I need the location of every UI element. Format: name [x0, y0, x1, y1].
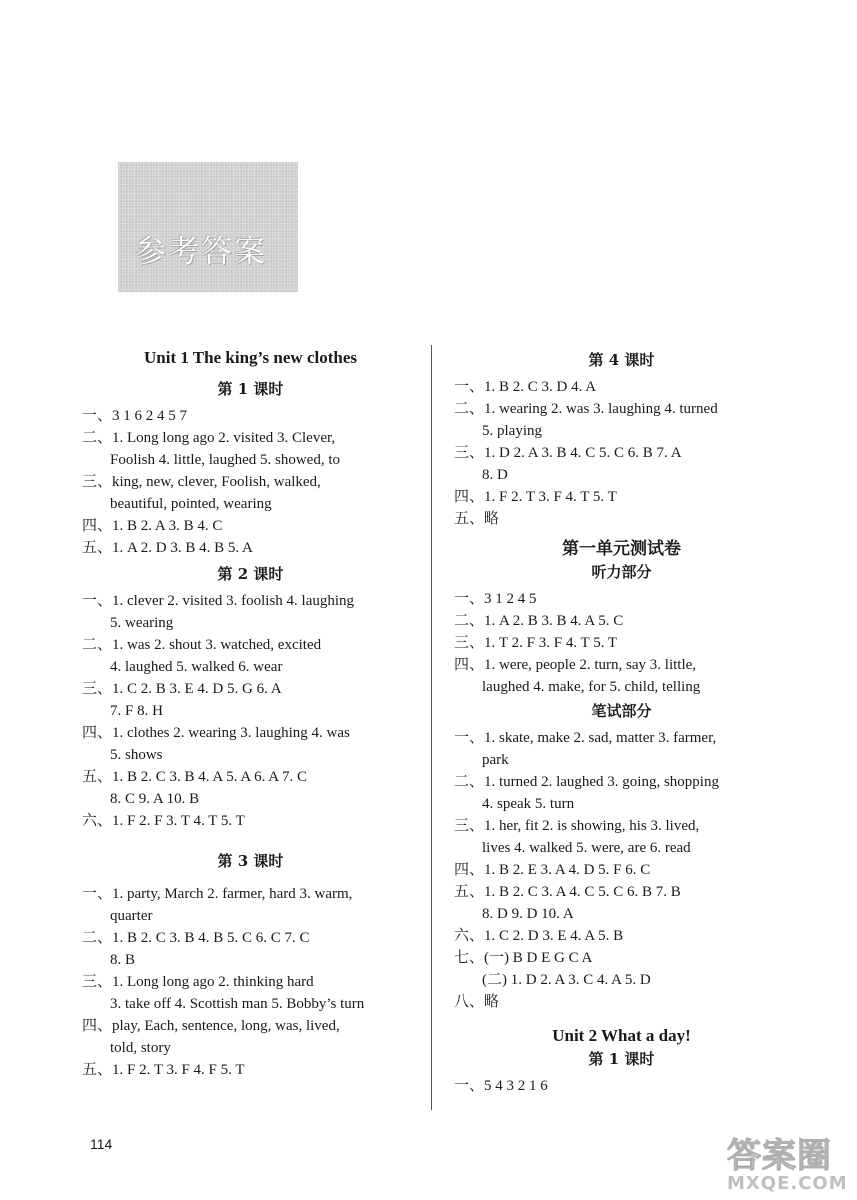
answer-line: beautiful, pointed, wearing	[110, 496, 272, 512]
written-part-title: 笔试部分	[591, 702, 652, 720]
answer-line: 8. D	[482, 467, 508, 483]
answer-line: 六、1. C 2. D 3. E 4. A 5. B	[454, 928, 624, 944]
unit2-lesson1-title: 第 1 课时	[588, 1050, 655, 1068]
watermark-logo-url: MXQE.COM	[727, 1173, 848, 1194]
answer-line: (二) 1. D 2. A 3. C 4. A 5. D	[482, 972, 651, 988]
answer-line: 一、5 4 3 2 1 6	[454, 1078, 548, 1094]
answer-line: 四、1. were, people 2. turn, say 3. little,	[454, 657, 697, 673]
answer-line: 一、3 1 2 4 5	[454, 591, 537, 607]
answer-line: 三、1. her, fit 2. is showing, his 3. lived,	[454, 818, 700, 834]
answer-line: 一、1. party, March 2. farmer, hard 3. warm,	[82, 886, 353, 902]
answer-line: 二、1. turned 2. laughed 3. going, shopping	[454, 774, 719, 790]
answer-line: 五、1. B 2. C 3. A 4. C 5. C 6. B 7. B	[454, 884, 681, 900]
answer-line: laughed 4. make, for 5. child, telling	[482, 679, 701, 695]
answer-line: Foolish 4. little, laughed 5. showed, to	[110, 452, 340, 468]
answer-line: 四、1. B 2. A 3. B 4. C	[82, 518, 223, 534]
answer-line: 一、1. clever 2. visited 3. foolish 4. laughing	[82, 593, 355, 609]
answer-line: 三、1. D 2. A 3. B 4. C 5. C 6. B 7. A	[454, 445, 682, 461]
answer-line: 4. speak 5. turn	[482, 796, 575, 812]
banner-title: 参考答案	[135, 234, 267, 270]
unit1-lesson3-title: 第 3 课时	[217, 852, 284, 870]
answer-line: 四、1. clothes 2. wearing 3. laughing 4. was	[82, 725, 350, 741]
unit2-title: Unit 2 What a day!	[552, 1026, 691, 1045]
answer-line: 三、1. Long long ago 2. thinking hard	[82, 974, 314, 990]
unit1-lesson1-title: 第 1 课时	[217, 380, 284, 398]
answer-line: 二、1. B 2. C 3. B 4. B 5. C 6. C 7. C	[82, 930, 310, 946]
answer-line: 5. playing	[482, 423, 542, 439]
unit1-title: Unit 1 The king’s new clothes	[144, 348, 357, 367]
answer-line: 7. F 8. H	[110, 703, 163, 719]
left-column	[82, 345, 419, 1081]
answer-line: 五、略	[454, 511, 500, 527]
answer-line: 四、1. F 2. T 3. F 4. T 5. T	[454, 489, 617, 505]
answer-line: 一、1. B 2. C 3. D 4. A	[454, 379, 597, 395]
answer-line: 五、1. F 2. T 3. F 4. F 5. T	[82, 1062, 245, 1078]
answer-line: 八、略	[454, 994, 500, 1010]
answer-line: 二、1. wearing 2. was 3. laughing 4. turned	[454, 401, 718, 417]
listening-part-title: 听力部分	[591, 563, 652, 581]
answer-line: 二、1. Long long ago 2. visited 3. Clever,	[82, 430, 336, 446]
answer-line: park	[482, 752, 509, 768]
answer-line: 四、play, Each, sentence, long, was, lived,	[82, 1018, 340, 1034]
answer-line: 一、1. skate, make 2. sad, matter 3. farmer,	[454, 730, 717, 746]
answer-line: 五、1. B 2. C 3. B 4. A 5. A 6. A 7. C	[82, 769, 308, 785]
unit1-lesson4-title: 第 4 课时	[588, 351, 655, 369]
answer-line: 一、3 1 6 2 4 5 7	[82, 408, 188, 424]
watermark-logo-text: 答案圈	[727, 1136, 832, 1176]
answer-line: 8. B	[110, 952, 136, 968]
unit1-test-title: 第一单元测试卷	[562, 539, 681, 559]
answer-line: 8. C 9. A 10. B	[110, 791, 200, 807]
column-divider	[431, 345, 432, 1110]
answer-line: 三、1. T 2. F 3. F 4. T 5. T	[454, 635, 618, 651]
answer-line: 4. laughed 5. walked 6. wear	[110, 659, 283, 675]
answer-line: lives 4. walked 5. were, are 6. read	[482, 840, 691, 856]
answer-line: 三、king, new, clever, Foolish, walked,	[82, 474, 321, 490]
answer-line: 四、1. B 2. E 3. A 4. D 5. F 6. C	[454, 862, 651, 878]
answer-line: 七、(一) B D E G C A	[454, 950, 593, 966]
page-number: 114	[90, 1136, 113, 1152]
answer-line: 二、1. A 2. B 3. B 4. A 5. C	[454, 613, 624, 629]
answer-line: quarter	[110, 908, 153, 924]
answer-line: 五、1. A 2. D 3. B 4. B 5. A	[82, 540, 253, 556]
answer-line: 8. D 9. D 10. A	[482, 906, 574, 922]
answer-line: 5. shows	[110, 747, 163, 763]
answer-line: 3. take off 4. Scottish man 5. Bobby’s turn	[110, 996, 365, 1012]
watermark-logo	[727, 1128, 847, 1196]
right-column	[454, 345, 789, 1097]
answer-line: 三、1. C 2. B 3. E 4. D 5. G 6. A	[82, 681, 282, 697]
answer-line: 二、1. was 2. shout 3. watched, excited	[82, 637, 322, 653]
answer-line: 5. wearing	[110, 615, 174, 631]
unit1-lesson2-title: 第 2 课时	[217, 565, 284, 583]
answer-line: 六、1. F 2. F 3. T 4. T 5. T	[82, 813, 245, 829]
answer-line: told, story	[110, 1040, 171, 1056]
